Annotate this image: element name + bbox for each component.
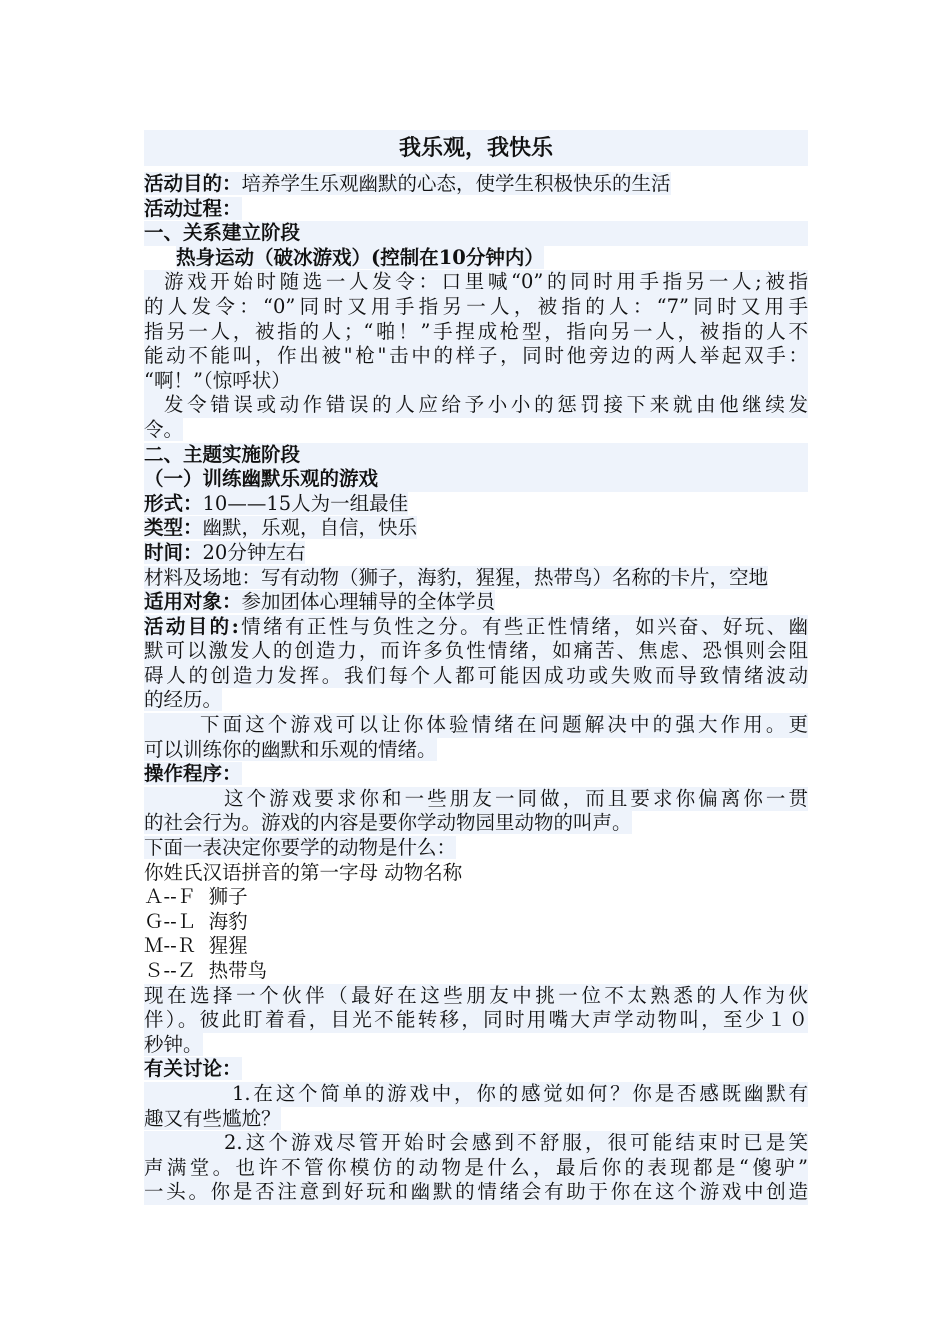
procedure-line: 你姓氏汉语拼音的第一字母 动物名称 — [144, 860, 463, 884]
target-row: 适用对象：参加团体心理辅导的全体学员 — [144, 590, 496, 614]
purpose2-line: 碍人的创造力发挥。我们每个人都可能因成功或失败而导致情绪波动 — [144, 663, 808, 687]
partner-line: 现在选择一个伙伴（最好在这些朋友中挑一位不太熟悉的人作为伙 — [144, 983, 808, 1007]
penalty-line: 令。 — [144, 417, 184, 441]
type-row: 类型：幽默，乐观，自信，快乐 — [144, 516, 418, 540]
next-line: 可以训练你的幽默和乐观的情绪。 — [144, 737, 437, 761]
discussion-line: 趣又有些尴尬？ — [144, 1106, 281, 1130]
procedure-line: 的社会行为。游戏的内容是要你学动物园里动物的叫声。 — [144, 811, 632, 835]
animal-table-row: Ａ--Ｆ 狮子 — [144, 885, 248, 909]
procedure-line: 下面一表决定你要学的动物是什么： — [144, 836, 457, 860]
discussion-line: 一头。你是否注意到好玩和幽默的情绪会有助于你在这个游戏中创造 — [144, 1180, 808, 1204]
section1-heading: 一、关系建立阶段 — [144, 221, 808, 246]
animal-table-row: Ｇ--Ｌ 海豹 — [144, 909, 248, 933]
discussion-line: 1.在这个简单的游戏中，你的感觉如何？你是否感既幽默有 — [144, 1082, 808, 1107]
section1-subheading: 热身运动（破冰游戏）(控制在10分钟内） — [176, 245, 544, 269]
section2-heading: 二、主题实施阶段 — [144, 443, 808, 468]
partner-line: 伴）。彼此盯着看，目光不能转移，同时用嘴大声学动物叫，至少１０ — [144, 1008, 808, 1032]
document-title: 我乐观，我快乐 — [144, 130, 808, 166]
penalty-line: 发令错误或动作错误的人应给予小小的惩罚接下来就由他继续发 — [144, 393, 808, 418]
form-row: 形式：10——15人为一组最佳 — [144, 491, 409, 515]
animal-table-row: Ｓ--Ｚ 热带鸟 — [144, 959, 268, 982]
warmup-line: 能动不能叫，作出被"枪"击中的样子，同时他旁边的两人举起双手： — [144, 344, 808, 368]
purpose-label: 活动目的： — [144, 172, 242, 195]
activity-purpose — [144, 172, 808, 197]
warmup-line: 指另一人，被指的人；“啪！”手捏成枪型，指向另一人，被指的人不 — [144, 319, 808, 343]
discussion-line: 2.这个游戏尽管开始时会感到不舒服，很可能结束时已是笑 — [144, 1131, 808, 1156]
warmup-line: “啊！”（惊呼状） — [144, 369, 808, 394]
procedure-label: 操作程序： — [144, 762, 242, 786]
discussion-line: 声满堂。也许不管你模仿的动物是什么，最后你的表现都是“傻驴” — [144, 1155, 808, 1179]
partner-line: 秒钟。 — [144, 1032, 203, 1056]
process-label: 活动过程： — [144, 196, 242, 220]
purpose2-line: 的经历。 — [144, 688, 223, 712]
discussion-label: 有关讨论： — [144, 1057, 242, 1081]
purpose-text: 培养学生乐观幽默的心态，使学生积极快乐的生活 — [241, 172, 671, 195]
purpose2-line: 活动目的:情绪有正性与负性之分。有些正性情绪，如兴奋、好玩、幽 — [144, 614, 808, 638]
next-line: 下面这个游戏可以让你体验情绪在问题解决中的强大作用。更 — [144, 713, 808, 738]
document-body — [144, 130, 808, 1205]
warmup-line: 的人发令：“0”同时又用手指另一人，被指的人：“7”同时又用手 — [144, 294, 808, 318]
material-row: 材料及场地：写有动物（狮子，海豹，猩猩，热带鸟）名称的卡片，空地 — [144, 565, 769, 589]
warmup-line: 游戏开始时随选一人发令：口里喊“0”的同时用手指另一人;被指 — [144, 270, 808, 295]
procedure-line: 这个游戏要求你和一些朋友一同做，而且要求你偏离你一贯 — [144, 787, 808, 812]
animal-table-row: Ｍ--Ｒ 猩猩 — [144, 934, 248, 958]
time-row: 时间：20分钟左右 — [144, 540, 306, 564]
section2-subheading: （一）训练幽默乐观的游戏 — [144, 467, 808, 492]
purpose2-line: 默可以激发人的创造力，而许多负性情绪，如痛苦、焦虑、恐惧则会阻 — [144, 639, 808, 663]
